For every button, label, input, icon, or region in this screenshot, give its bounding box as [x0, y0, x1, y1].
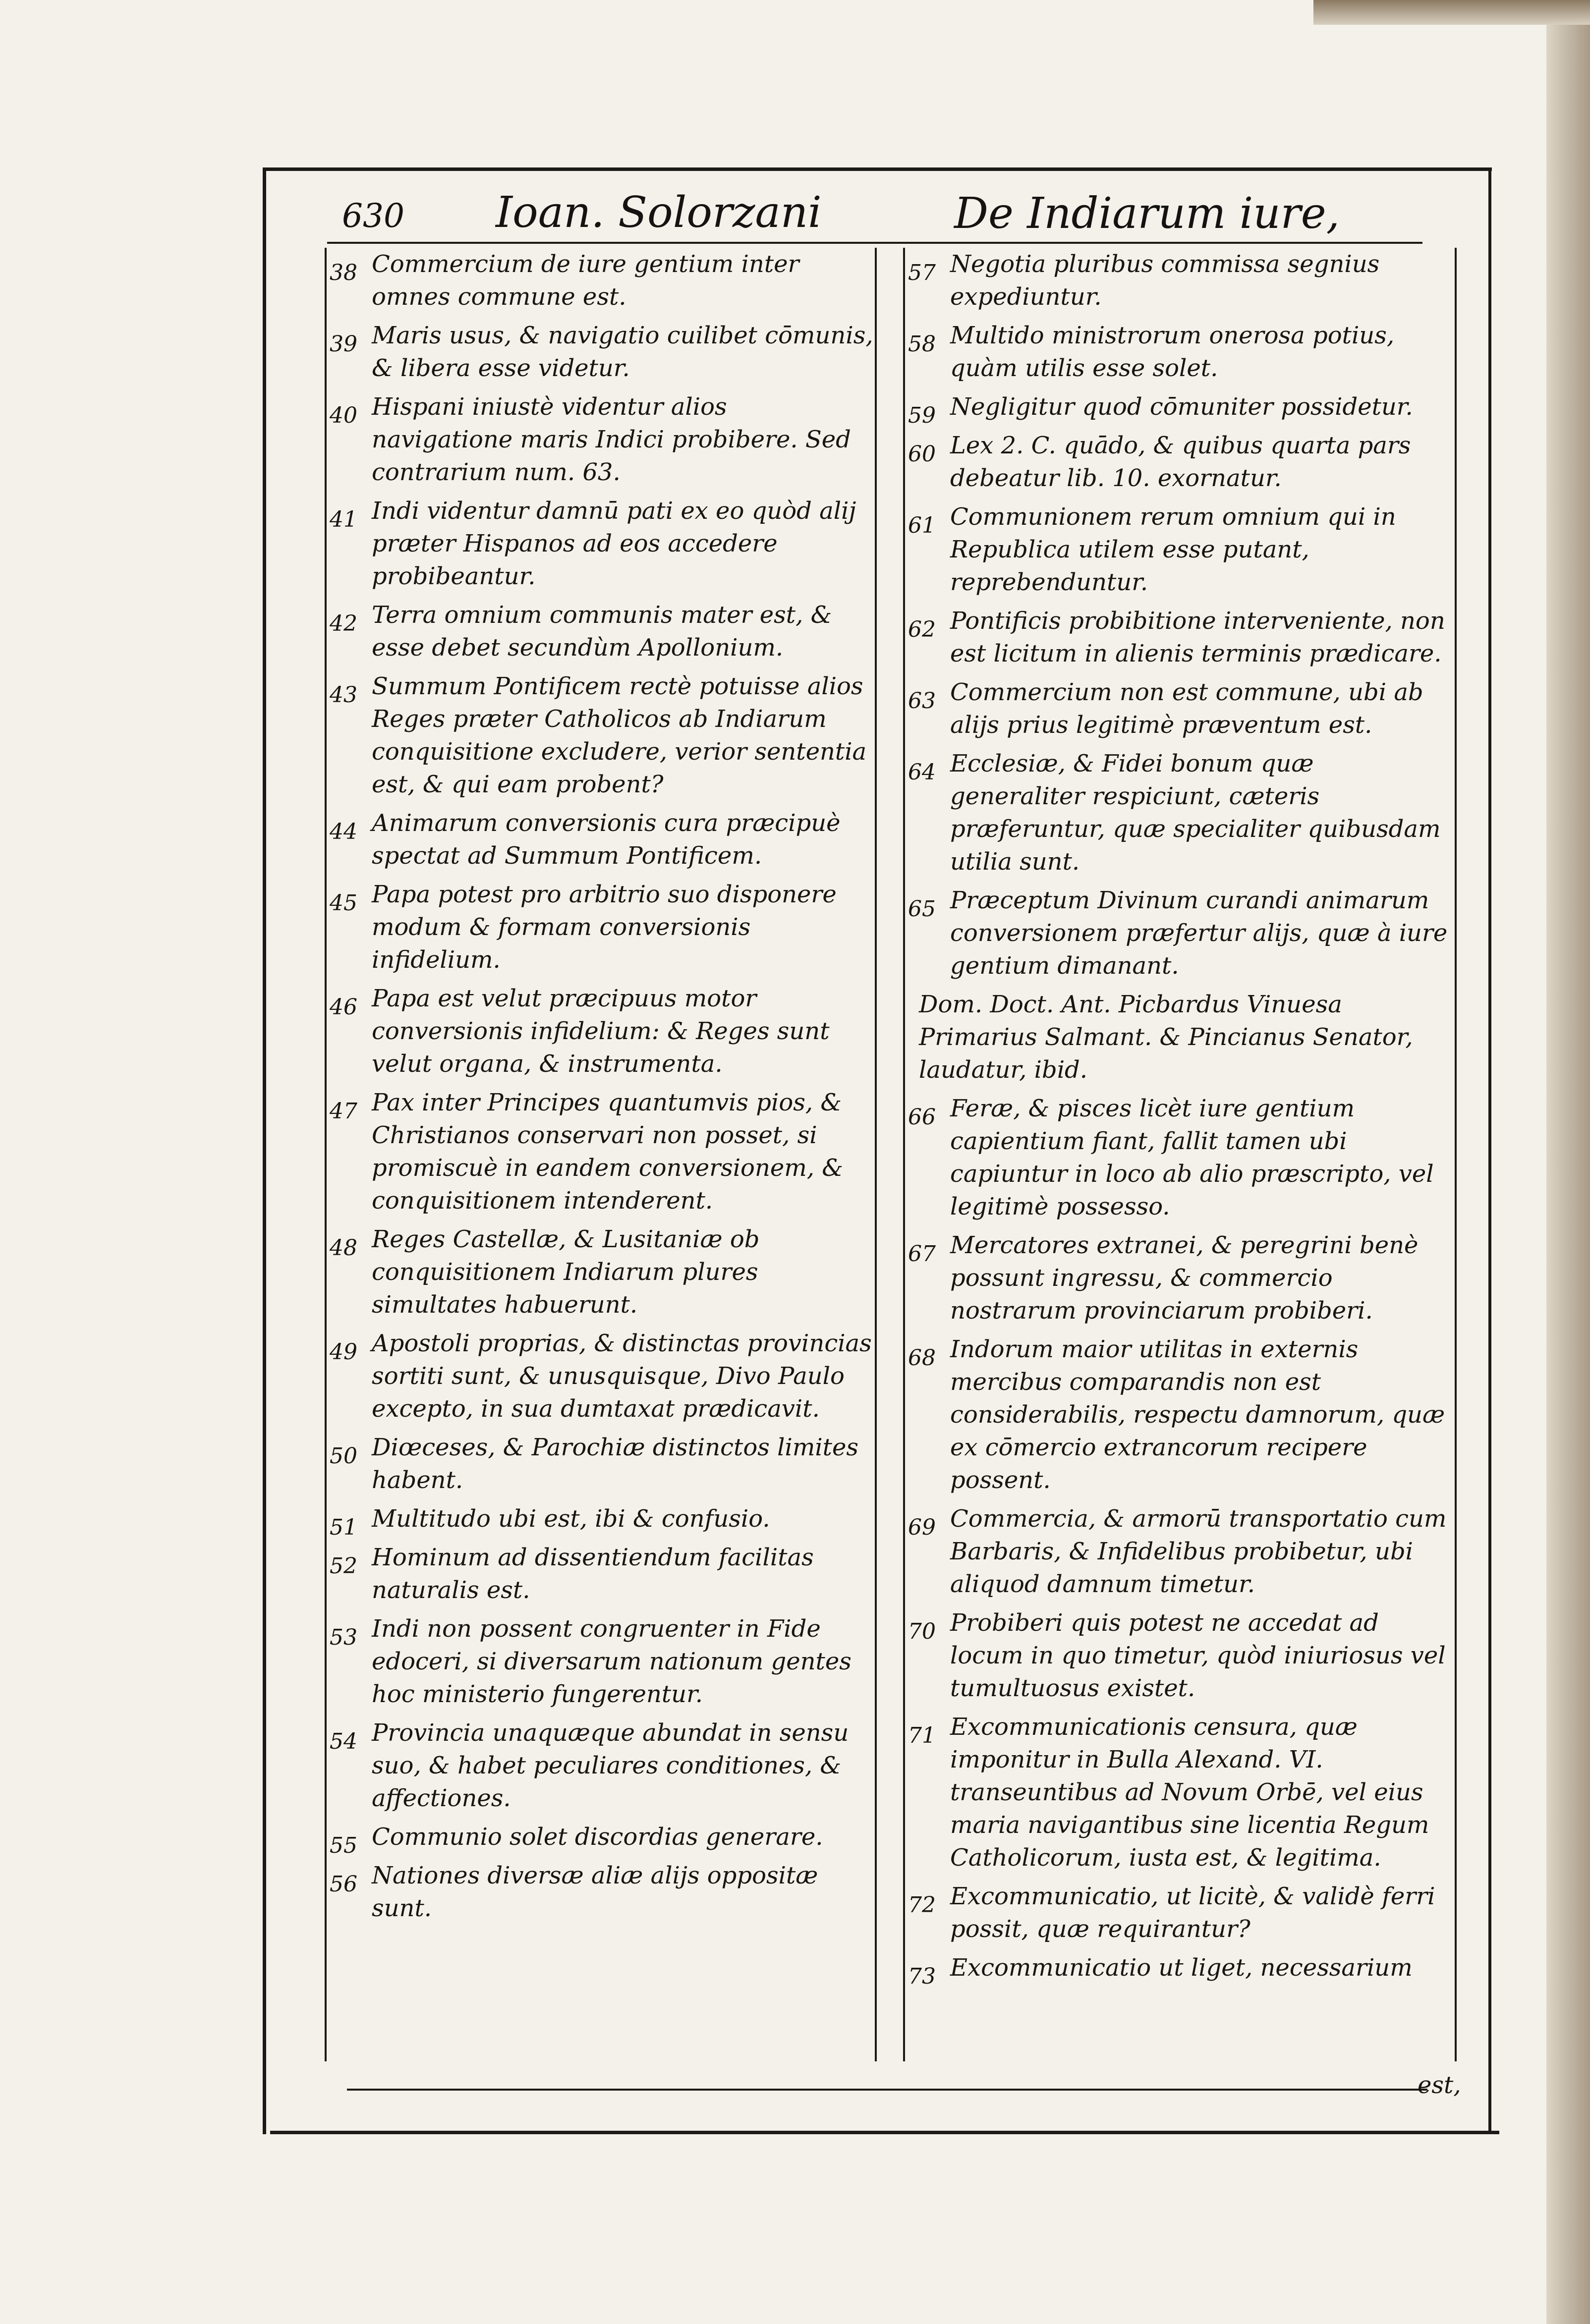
entry-number: 56 [330, 1872, 357, 1897]
entry-number: 40 [330, 403, 357, 428]
entry-number: 70 [908, 1619, 936, 1644]
index-entry [330, 390, 875, 489]
entry-number: 42 [330, 611, 357, 636]
entry-number: 50 [330, 1443, 357, 1469]
entry-text: Reges Castellæ, & Lusitaniæ ob conquisitionem Indiarum plures simultates habuerunt. [372, 1225, 760, 1319]
index-entry [330, 1541, 875, 1606]
book-gutter [1546, 0, 1590, 2324]
entry-text: Animarum conversionis cura præcipuè spectat ad Summum Pontificem. [372, 809, 841, 870]
left-column [330, 248, 875, 1931]
entry-text: Hominum ad dissentiendum facilitas naturalis est. [372, 1544, 814, 1604]
index-entry [330, 495, 875, 593]
index-entry [908, 1951, 1456, 1989]
index-entry [330, 1502, 875, 1540]
index-entry [330, 248, 875, 313]
index-entry [908, 1229, 1456, 1327]
index-entry [908, 248, 1456, 313]
entry-text: Præceptum Divinum curandi animarum conversionem præfertur alijs, quæ à iure gentium dimanant. [950, 886, 1448, 980]
index-entry [908, 1880, 1456, 1945]
entry-number: 73 [908, 1964, 936, 1989]
page-number: 630 [342, 197, 404, 235]
entry-number: 58 [908, 332, 936, 357]
entry-number: 65 [908, 896, 936, 922]
entry-text: Negligitur quod cōmuniter possidetur. [950, 393, 1413, 421]
entry-text: Maris usus, & navigatio cuilibet cōmunis, & libera esse videtur. [372, 322, 873, 382]
frame-top-rule [263, 167, 1492, 171]
right-column [908, 248, 1456, 1990]
entry-text: Mercatores extranei, & peregrini benè possunt ingressu, & commercio nostrarum provinciarum probiberi. [950, 1231, 1419, 1325]
index-entry [330, 1612, 875, 1711]
left-col-right-rule [875, 248, 877, 2061]
index-entry [330, 319, 875, 385]
entry-number: 69 [908, 1515, 936, 1540]
index-entry [330, 878, 875, 976]
entry-text: Multido ministrorum onerosa potius, quàm utilis esse solet. [950, 322, 1395, 382]
index-entry [908, 500, 1456, 599]
entry-number: 71 [908, 1723, 936, 1748]
index-entry [908, 988, 1456, 1086]
entry-text: Dom. Doct. Ant. Picbardus Vinuesa Primarius Salmant. & Pincianus Senator, laudatur, ibid. [919, 991, 1413, 1084]
index-entry [908, 605, 1456, 670]
entry-number: 67 [908, 1241, 936, 1267]
entry-text: Commercium non est commune, ubi ab alijs prius legitimè præventum est. [950, 678, 1423, 739]
left-col-left-rule [325, 248, 327, 2061]
index-entry [330, 982, 875, 1080]
entry-text: Communionem rerum omnium qui in Republica utilem esse putant, reprebenduntur. [950, 503, 1396, 596]
entry-text: Papa potest pro arbitrio suo disponere modum & formam conversionis infidelium. [372, 881, 837, 974]
entry-number: 53 [330, 1625, 357, 1650]
index-entry [908, 319, 1456, 385]
entry-number: 44 [330, 819, 357, 844]
entry-number: 61 [908, 513, 936, 538]
entry-text: Commercia, & armorū transportatio cum Barbaris, & Infidelibus probibetur, ubi aliquod damnum timetur. [950, 1505, 1447, 1598]
entry-text: Ecclesiæ, & Fidei bonum quæ generaliter respiciunt, cæteris præferuntur, quæ specialiter quibusdam utilia sunt. [950, 750, 1441, 876]
entry-text: Indi non possent congruenter in Fide edoceri, si diversarum nationum gentes hoc ministerio fungerentur. [372, 1615, 852, 1708]
entry-number: 43 [330, 682, 357, 708]
entry-number: 66 [908, 1105, 936, 1130]
entry-text: Summum Pontificem rectè potuisse alios Reges præter Catholicos ab Indiarum conquisitione excludere, verior sententia est, & qui eam probent? [372, 672, 867, 798]
entry-text: Terra omnium communis mater est, & esse debet secundùm Apollonium. [372, 601, 832, 662]
entry-number: 45 [330, 890, 357, 916]
entry-text: Nationes diversæ aliæ alijs oppositæ sunt. [372, 1862, 818, 1922]
entry-text: Pontificis probibitione interveniente, non est licitum in alienis terminis prædicare. [950, 607, 1445, 667]
index-entry [330, 1859, 875, 1925]
index-entry [908, 1502, 1456, 1601]
book-cover-edge [1313, 0, 1590, 25]
entry-number: 55 [330, 1833, 357, 1858]
index-entry [908, 747, 1456, 878]
entry-text: Papa est velut præcipuus motor conversionis infidelium: & Reges sunt velut organa, & instrumenta. [372, 985, 830, 1078]
entry-text: Hispani iniustè videntur alios navigatione maris Indici probibere. Sed contrarium num. 63. [372, 393, 851, 486]
running-header [342, 181, 1447, 240]
entry-number: 39 [330, 332, 357, 357]
entry-number: 51 [330, 1515, 357, 1540]
entry-number: 60 [908, 442, 936, 467]
entry-text: Probiberi quis potest ne accedat ad locum in quo timetur, quòd iniuriosus vel tumultuosus existet. [950, 1609, 1446, 1702]
entry-number: 59 [908, 403, 936, 428]
running-title: De Indiarum iure, [954, 189, 1340, 238]
index-entry [908, 676, 1456, 741]
right-col-left-rule [903, 248, 905, 2061]
entry-text: Indorum maior utilitas in externis mercibus comparandis non est considerabilis, respectu damnorum, quæ ex cōmercio extrancorum recipere possent. [950, 1335, 1445, 1494]
frame-bottom-rule [270, 2131, 1499, 2134]
entry-text: Provincia unaquæque abundat in sensu suo, & habet peculiares conditiones, & affectiones. [372, 1719, 849, 1812]
entry-text: Feræ, & pisces licèt iure gentium capientium fiant, fallit tamen ubi capiuntur in loco ab alio præscripto, vel legitimè possesso. [950, 1095, 1434, 1220]
entry-text: Commercium de iure gentium inter omnes commune est. [372, 250, 799, 311]
entry-text: Excommunicatio ut liget, necessarium [950, 1954, 1413, 1982]
index-entry [330, 599, 875, 664]
entry-text: Diœceses, & Parochiæ distinctos limites habent. [372, 1434, 859, 1494]
index-entry [908, 1333, 1456, 1496]
entry-number: 41 [330, 507, 357, 532]
entry-number: 63 [908, 688, 936, 714]
index-entry [330, 1086, 875, 1217]
entry-text: Apostoli proprias, & distinctas provincias sortiti sunt, & unusquisque, Divo Paulo excepto, in sua dumtaxat prædicavit. [372, 1329, 872, 1423]
index-entry [330, 1716, 875, 1815]
index-entry [330, 1431, 875, 1496]
entry-text: Communio solet discordias generare. [372, 1823, 823, 1851]
entry-number: 68 [908, 1345, 936, 1371]
frame-left-rule [263, 167, 266, 2134]
index-entry [908, 390, 1456, 428]
index-entry [330, 807, 875, 872]
entry-number: 38 [330, 260, 357, 285]
index-entry [330, 670, 875, 801]
entry-number: 54 [330, 1729, 357, 1754]
entry-text: Indi videntur damnū pati ex eo quòd alij præter Hispanos ad eos accedere probibeantur. [372, 497, 856, 590]
index-entry [908, 884, 1456, 982]
index-entry [908, 1092, 1456, 1223]
entry-text: Pax inter Principes quantumvis pios, & Christianos conservari non posset, si promiscuè in eandem conversionem, & conquisitionem intenderent. [372, 1089, 844, 1215]
running-author: Ioan. Solorzani [496, 188, 822, 237]
entry-number: 57 [908, 260, 936, 285]
frame-right-rule [1488, 167, 1491, 2134]
columns-bottom-rule [347, 2089, 1427, 2091]
entry-number: 64 [908, 760, 936, 785]
catchword: est, [1418, 2071, 1461, 2099]
entry-text: Lex 2. C. quādo, & quibus quarta pars debeatur lib. 10. exornatur. [950, 432, 1411, 492]
entry-text: Excommunicatio, ut licitè, & validè ferri possit, quæ requirantur? [950, 1882, 1435, 1943]
entry-number: 47 [330, 1099, 357, 1124]
index-entry [908, 429, 1456, 495]
entry-number: 46 [330, 995, 357, 1020]
index-entry [908, 1606, 1456, 1705]
entry-number: 48 [330, 1235, 357, 1261]
entry-number: 49 [330, 1339, 357, 1365]
index-entry [330, 1223, 875, 1321]
entry-text: Multitudo ubi est, ibi & confusio. [372, 1505, 770, 1533]
index-entry [330, 1327, 875, 1425]
index-entry [330, 1821, 875, 1858]
entry-text: Excommunicationis censura, quæ imponitur in Bulla Alexand. VI. transeuntibus ad Novum Orbē, vel eius maria navigantibus sine licentia Regum Catholicorum, iusta est, & legitima. [950, 1713, 1429, 1872]
header-rule [327, 242, 1422, 244]
entry-text: Negotia pluribus commissa segnius expediuntur. [950, 250, 1380, 311]
entry-number: 52 [330, 1553, 357, 1579]
entry-number: 62 [908, 617, 936, 642]
entry-number: 72 [908, 1892, 936, 1918]
index-entry [908, 1711, 1456, 1874]
